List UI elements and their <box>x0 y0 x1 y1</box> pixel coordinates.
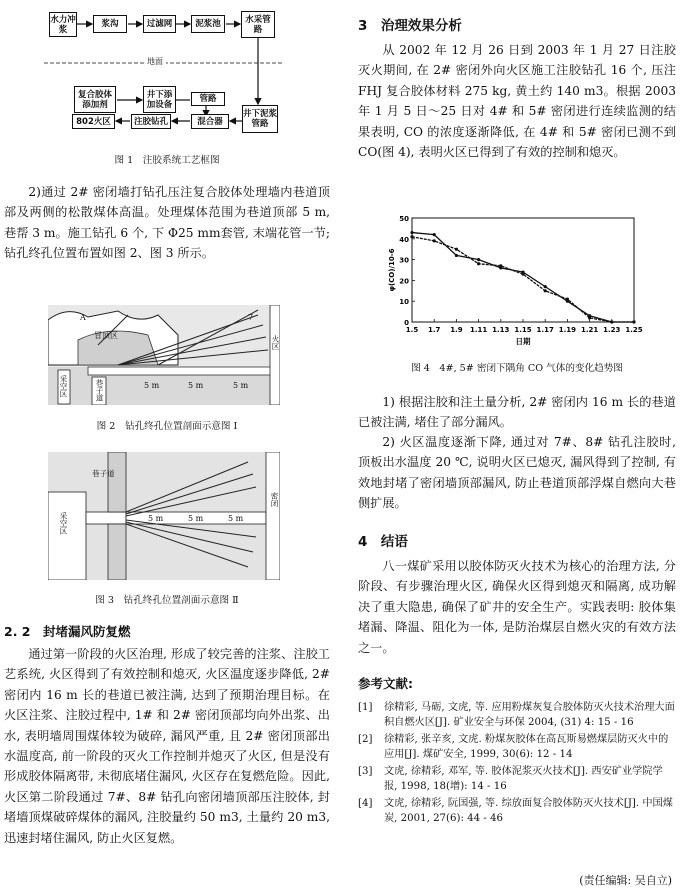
x-tick-label: 1.19 <box>558 326 577 334</box>
co-chart-svg <box>386 210 656 350</box>
seal-wall-label: 密闭 <box>270 492 279 507</box>
fall-area-label: 冒顶区 <box>94 331 118 340</box>
figure-1-caption: 图 1 注胶系统工艺框图 <box>114 155 220 166</box>
dist-label-3-2: 5 m <box>188 514 204 523</box>
dist-label-3-1: 5 m <box>148 514 164 523</box>
y-tick-label: 40 <box>399 235 409 244</box>
hole-7-label: 7 <box>248 313 254 322</box>
series-2-point <box>521 273 524 276</box>
section-2-2-heading: 2. 2 封堵漏风防复燃 <box>4 624 131 639</box>
series-1-point <box>544 285 547 288</box>
x-tick-label: 1.15 <box>514 326 532 334</box>
y-tick-label: 50 <box>399 215 409 223</box>
x-tick-label: 1.9 <box>450 326 463 334</box>
left-paragraph-1: 2)通过 2# 密闭墙打钻孔压注复合胶体处理墙内巷道顶部及两侧的松散煤体高温。处理煤体范围为巷道顶部 5 m, 巷帮 3 m。施工钻孔 6 个, 下 Φ25 mm套管, 末端花管一节; 钻孔终孔位置布置如图 2、图 3 所示。 <box>4 185 330 261</box>
series-2-point <box>544 289 547 292</box>
series-2-point <box>566 298 569 301</box>
series-2-point <box>410 235 413 238</box>
box-grout-hole: 注胶钻孔 <box>131 114 171 129</box>
x-tick-label: 1.13 <box>492 326 510 334</box>
figure-4-chart <box>386 210 656 350</box>
x-axis-label: 日期 <box>515 337 531 346</box>
series-1-point <box>433 233 436 236</box>
reference-item-3: [3] 文虎, 徐精彩, 邓军, 等. 胶体泥浆灭火技术[J]. 西安矿业学院学报, 1998, 18(增): 14 - 16 <box>358 766 663 792</box>
box-mixer: 混合器 <box>191 114 229 129</box>
figure-3-drawing <box>48 452 280 580</box>
series-2-line <box>412 237 634 322</box>
reference-item-2: [2] 徐精彩, 张辛亥, 文虎. 粉煤灰胶体在高瓦斯易燃煤层防灭火中的应用[J]. 煤矿安全, 1999, 30(6): 12 - 14 <box>358 734 669 760</box>
chart-plot-frame <box>412 218 634 322</box>
box-pipe-mid: 管路 <box>191 92 225 106</box>
left-paragraph-2: 通过第一阶段的火区治理, 形成了较完善的注浆、注胶工艺系统, 火区得到了有效控制和熄灭, 火区温度逐步降低, 2# 密闭内 16 m 长的巷道已被注满, 达到了预期治理目标。在火区注浆、注胶过程中, 1# 和 2# 密闭顶部均向外出浆、出水, 表明墙周围煤体较为破碎, 漏风严重, 且 2# 密闭顶部出水温度高, 前一阶段的灭火工作控制并熄灭了火区, 但是没有形成胶体隔离带, 未彻底堵住漏风, 火区存在复燃危险。因此, 火区第二阶段通过 7#、8# 钻孔向密闭墙顶部压注胶体, 封堵墙顶煤破碎煤体的漏风, 注胶量约 50 m3, 土量约 20 m3, 迅速封堵住漏风, 防止火区复燃。 <box>4 647 330 845</box>
right-paragraph-4: 八一煤矿采用以胶体防灭火技术为核心的治理方法, 分阶段、有步骤治理火区, 确保火区得到熄灭和隔离, 成功解决了重大隐患, 确保了矿井的安全生产。实践表明: 胶体集堵漏、降温、阻化为一体, 是防治煤层自燃火灾的有效方法之一。 <box>358 559 676 655</box>
stop-wall-label: 采空区 <box>59 375 68 398</box>
box-pipe-top: 水采管路 <box>241 11 275 38</box>
dist-label-1: 5 m <box>144 381 160 390</box>
figure-3-section <box>48 452 280 580</box>
reference-item-4: [4] 文虎, 徐精彩, 阮国强, 等. 综放面复合胶体防灭火技术[J]. 中国煤炭, 2001, 27(6): 44 - 46 <box>358 798 673 824</box>
series-1-point <box>477 258 480 261</box>
references-heading: 参考文献: <box>358 676 413 691</box>
series-1-line <box>412 233 634 322</box>
gallery-label-3: 巷子道 <box>92 469 115 478</box>
x-tick-label: 1.17 <box>536 326 554 334</box>
series-2-point <box>499 264 502 267</box>
right-paragraph-2: 1) 根据注胶和注土量分析, 2# 密闭内 16 m 长的巷道已被注满, 堵住了部分漏风。 <box>358 395 676 430</box>
reference-list <box>358 700 676 826</box>
x-tick-label: 1.11 <box>469 326 488 334</box>
gallery-label: 巷子道 <box>95 379 104 402</box>
figure-2-section <box>48 305 280 405</box>
figure-2-caption: 图 2 钻孔终孔位置剖面示意图 Ⅰ <box>96 421 238 432</box>
box-underground-slurry: 井下泥浆管路 <box>242 105 278 133</box>
box-underground-add: 井下添加设备 <box>143 86 176 113</box>
right-paragraph-1: 从 2002 年 12 月 26 日到 2003 年 1 月 27 日注胶灭火期间, 在 2# 密闭外向火区施工注胶钻孔 16 个, 压注 FHJ 复合胶体材料 275 kg, 黄土约 140 m3。根据 2003 年 1 月 5 日～25 日对 4# 和 5# 密闭进行连续监测的结果表明, CO 的浓度逐渐降低, 在 4# 和 5# 密闭已测不到 CO(图 4), 表明火区已得到了有效的控制和熄灭。 <box>358 43 676 160</box>
series-1-point <box>410 231 413 234</box>
series-2-point <box>588 316 591 319</box>
y-tick-label: 10 <box>399 298 409 307</box>
x-tick-label: 1.23 <box>603 326 621 334</box>
y-tick-label: 20 <box>399 277 409 286</box>
box-water-coal: 水力冲浆 <box>49 12 77 37</box>
box-filter: 过滤网 <box>143 15 176 33</box>
dist-label-2: 5 m <box>188 381 204 390</box>
dist-label-3: 5 m <box>233 381 249 390</box>
box-pump: 浆沟 <box>93 15 127 33</box>
hole-a-label: A <box>80 313 86 322</box>
figure-4-caption: 图 4 4#, 5# 密闭下隅角 CO 气体的变化趋势图 <box>411 363 623 374</box>
box-slurry-pool: 泥浆池 <box>191 15 225 33</box>
series-2-point <box>610 320 613 323</box>
fire-zone-label: 火区 <box>271 335 280 350</box>
series-2-point <box>455 248 458 251</box>
series-2-point <box>477 262 480 265</box>
x-tick-label: 1.5 <box>405 326 419 334</box>
dist-label-3-3: 5 m <box>228 514 244 523</box>
ground-label: 地面 <box>144 56 166 67</box>
right-paragraph-3: 2) 火区温度逐渐下降, 通过对 7#、8# 钻孔注胶时, 顶板出水温度 20 ℃, 说明火区已熄灭, 漏风得到了控制, 有效地封堵了密闭墙顶部漏风, 防止巷道顶部浮煤自燃向大巷侧扩展。 <box>358 435 676 511</box>
y-tick-label: 30 <box>399 256 409 265</box>
series-1-point <box>455 254 458 257</box>
x-tick-label: 1.25 <box>625 326 643 334</box>
x-tick-label: 1.21 <box>580 326 599 334</box>
y-tick-label: 0 <box>404 319 409 327</box>
series-2-point <box>433 239 436 242</box>
series-2-point <box>632 320 635 323</box>
editor-note: (责任编辑: 吴自立) <box>579 874 672 887</box>
y-axis-label: φ(CO)/10-6 <box>388 248 396 292</box>
stop-wall-label-3: 采空区 <box>59 512 68 535</box>
figure-3-caption: 图 3 钻孔终孔位置剖面示意图 Ⅱ <box>95 595 239 606</box>
reference-item-1: [1] 徐精彩, 马砺, 文虎, 等. 应用粉煤灰复合胶体防灭火技术治理大面积自燃火区[J]. 矿业安全与环保 2004, (31) 4: 15 - 16 <box>358 702 675 728</box>
section-4-heading: 4 结语 <box>358 534 408 550</box>
box-composite: 复合胶体添加剂 <box>74 86 116 113</box>
x-tick-label: 1.7 <box>427 326 441 334</box>
figure-1-flowchart <box>44 8 284 138</box>
box-fire-area: 802火区 <box>72 114 115 129</box>
section-3-heading: 3 治理效果分析 <box>358 18 462 34</box>
